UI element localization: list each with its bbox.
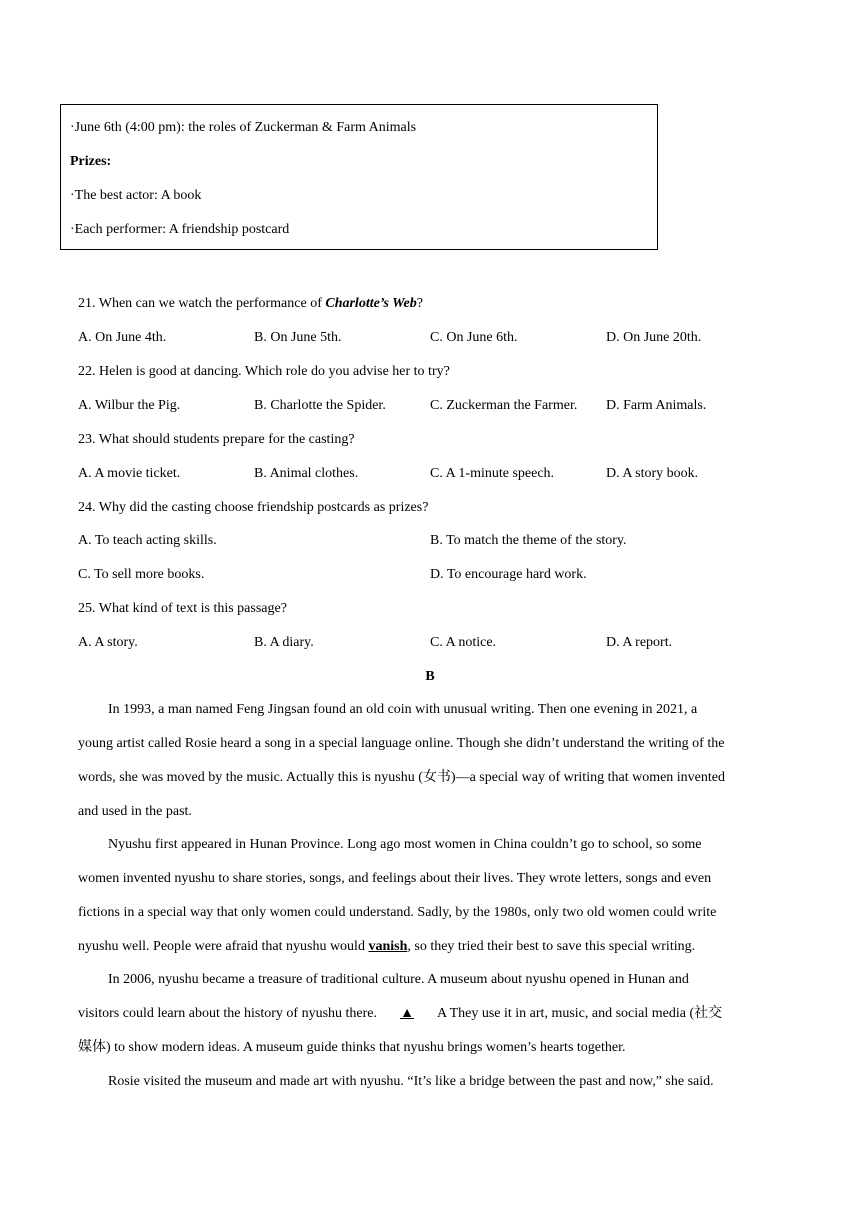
paragraph-3-line-3: 媒体) to show modern ideas. A museum guide thinks that nyushu brings women’s hearts together. — [78, 1040, 626, 1055]
question-stem: 21. When can we watch the performance of — [78, 296, 326, 311]
option-25-d: D. A report. — [606, 635, 673, 650]
option-21-a: A. On June 4th. — [78, 330, 167, 345]
paragraph-4-line-1: Rosie visited the museum and made art with nyushu. “It’s like a bridge between the past and now,” she said. — [108, 1074, 714, 1089]
notice-box — [60, 104, 658, 250]
paragraph-3-line-2-end: A They use it in art, music, and social media (社交 — [437, 1006, 723, 1021]
option-21-b: B. On June 5th. — [254, 330, 342, 345]
option-22-d: D. Farm Animals. — [606, 398, 707, 413]
schedule-line: ·June 6th (4:00 pm): the roles of Zuckerman & Farm Animals — [70, 120, 417, 135]
option-22-c: C. Zuckerman the Farmer. — [430, 398, 578, 413]
option-22-a: A. Wilbur the Pig. — [78, 398, 181, 413]
option-24-d: D. To encourage hard work. — [430, 567, 587, 582]
option-23-d: D. A story book. — [606, 466, 699, 481]
paragraph-2-line-4 — [78, 938, 695, 956]
paragraph-1-line-4: and used in the past. — [78, 804, 192, 819]
option-21-c: C. On June 6th. — [430, 330, 518, 345]
option-24-a: A. To teach acting skills. — [78, 533, 217, 548]
option-25-b: B. A diary. — [254, 635, 314, 650]
prize-each-performer: ·Each performer: A friendship postcard — [70, 222, 290, 237]
question-23: 23. What should students prepare for the casting? — [78, 432, 355, 447]
paragraph-2-line-4-start: nyushu well. People were afraid that nyushu would — [78, 939, 369, 954]
answer-blank: ▲ — [400, 1006, 414, 1021]
section-b-heading: B — [425, 669, 435, 684]
key-word-vanish: vanish — [368, 939, 408, 954]
option-23-c: C. A 1-minute speech. — [430, 466, 555, 481]
question-24: 24. Why did the casting choose friendship postcards as prizes? — [78, 500, 429, 515]
paragraph-2-line-1: Nyushu first appeared in Hunan Province. Long ago most women in China couldn’t go to school, so some — [108, 837, 702, 852]
paragraph-1-line-1: In 1993, a man named Feng Jingsan found an old coin with unusual writing. Then one evening in 2021, a — [108, 702, 698, 717]
option-24-c: C. To sell more books. — [78, 567, 205, 582]
question-22: 22. Helen is good at dancing. Which role do you advise her to try? — [78, 364, 450, 379]
paragraph-2-line-4-end: , so they tried their best to save this special writing. — [407, 939, 696, 954]
paragraph-1-line-3: words, she was moved by the music. Actually this is nyushu (女书)—a special way of writing that women invented — [78, 770, 726, 785]
option-25-a: A. A story. — [78, 635, 138, 650]
paragraph-2-line-2: women invented nyushu to share stories, songs, and feelings about their lives. They wrote letters, songs and even — [78, 871, 712, 886]
option-23-a: A. A movie ticket. — [78, 466, 181, 481]
book-title: Charlotte’s Web — [325, 296, 417, 311]
option-22-b: B. Charlotte the Spider. — [254, 398, 386, 413]
question-21 — [78, 295, 423, 313]
paragraph-3-line-1: In 2006, nyushu became a treasure of traditional culture. A museum about nyushu opened in Hunan and — [108, 972, 689, 987]
option-21-d: D. On June 20th. — [606, 330, 702, 345]
paragraph-2-line-3: fictions in a special way that only women could understand. Sadly, by the 1980s, only two old women could write — [78, 905, 717, 920]
question-25: 25. What kind of text is this passage? — [78, 601, 287, 616]
option-23-b: B. Animal clothes. — [254, 466, 359, 481]
option-25-c: C. A notice. — [430, 635, 497, 650]
paragraph-3-line-2-start: visitors could learn about the history of nyushu there. — [78, 1006, 377, 1021]
paragraph-1-line-2: young artist called Rosie heard a song in a special language online. Though she didn’t understand the writing of the — [78, 736, 725, 751]
question-stem-end: ? — [416, 296, 423, 311]
prizes-heading: Prizes: — [70, 154, 112, 169]
paragraph-3-line-2 — [78, 1005, 722, 1023]
option-24-b: B. To match the theme of the story. — [430, 533, 627, 548]
prize-best-actor: ·The best actor: A book — [70, 188, 202, 203]
